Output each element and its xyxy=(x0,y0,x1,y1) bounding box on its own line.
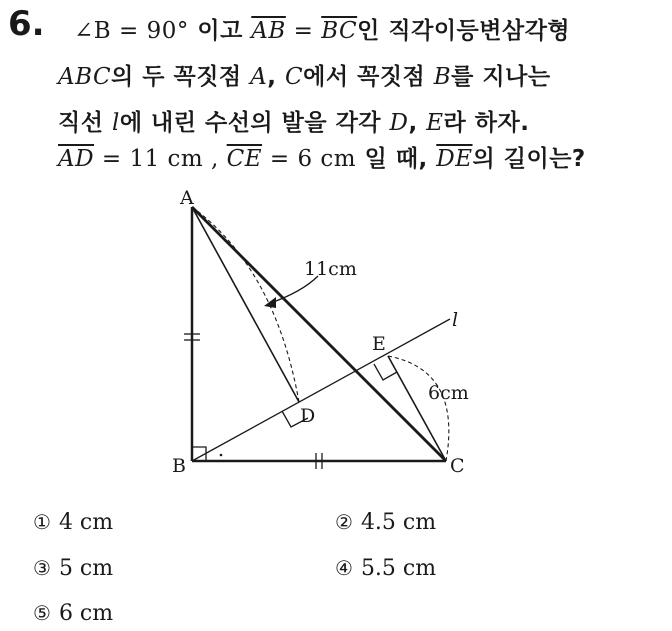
label-l: l xyxy=(452,309,459,331)
ce-value: = 6 cm xyxy=(262,146,357,172)
ad-value: = 11 cm , xyxy=(94,146,227,172)
segment-ce: $\overline{CE}$ xyxy=(226,146,263,172)
option-1-mark: ① xyxy=(33,510,51,534)
segment-ab: $\overline{AB}$ xyxy=(251,18,286,44)
side-ac xyxy=(192,207,446,461)
vertex-a: A xyxy=(250,64,268,90)
text: 인 직각이등변삼각형 xyxy=(357,18,571,44)
option-1[interactable] xyxy=(33,510,113,535)
segment-bc: $\overline{BC}$ xyxy=(321,18,358,44)
option-5-mark: ⑤ xyxy=(33,601,51,625)
option-3[interactable] xyxy=(33,556,113,581)
text: 의 두 꼭짓점 xyxy=(111,64,251,90)
equals: = xyxy=(285,18,322,44)
option-5-text: 6 cm xyxy=(58,601,114,626)
small-dot xyxy=(220,454,223,457)
triangle-abc: ABC xyxy=(58,64,112,90)
segment-ad: $\overline{AD}$ xyxy=(58,146,95,172)
label-a: A xyxy=(180,187,194,209)
text: 를 지나는 xyxy=(451,64,551,90)
segment-de: $\overline{DE}$ xyxy=(436,146,473,172)
label-d: D xyxy=(300,405,316,427)
option-4-mark: ④ xyxy=(335,556,353,580)
text: 에서 꼭짓점 xyxy=(303,64,434,90)
vertex-c: C xyxy=(285,64,304,90)
question-number: 6. xyxy=(8,4,45,44)
label-6cm: 6cm xyxy=(428,382,469,404)
option-3-mark: ③ xyxy=(33,556,51,580)
label-e: E xyxy=(372,333,386,355)
option-4-text: 5.5 cm xyxy=(360,556,437,581)
label-c: C xyxy=(450,455,465,477)
text: 직선 xyxy=(58,110,112,136)
text: 에 내린 수선의 발을 각각 xyxy=(119,110,390,136)
option-4[interactable] xyxy=(335,556,436,581)
vertex-b: B xyxy=(433,64,452,90)
option-2-mark: ② xyxy=(335,510,353,534)
option-3-text: 5 cm xyxy=(58,556,114,581)
option-2[interactable] xyxy=(335,510,436,535)
option-5[interactable] xyxy=(33,601,113,626)
line-l: l xyxy=(111,110,120,136)
comma: , xyxy=(408,110,427,136)
point-d: D xyxy=(389,110,409,136)
comma: , xyxy=(267,64,286,90)
text: 라 하자. xyxy=(443,110,530,136)
line-l xyxy=(192,319,450,461)
segment-ad xyxy=(192,207,299,402)
arrowhead xyxy=(264,297,276,308)
point-e: E xyxy=(426,110,444,136)
option-1-text: 4 cm xyxy=(58,510,114,535)
label-11cm: 11cm xyxy=(304,258,357,280)
text: 일 때, xyxy=(356,146,437,172)
text: 의 길이는? xyxy=(472,146,586,172)
text: 이고 xyxy=(188,18,252,44)
label-b: B xyxy=(172,455,186,477)
angle-b: ∠B = 90° xyxy=(74,18,189,44)
option-2-text: 4.5 cm xyxy=(360,510,437,535)
